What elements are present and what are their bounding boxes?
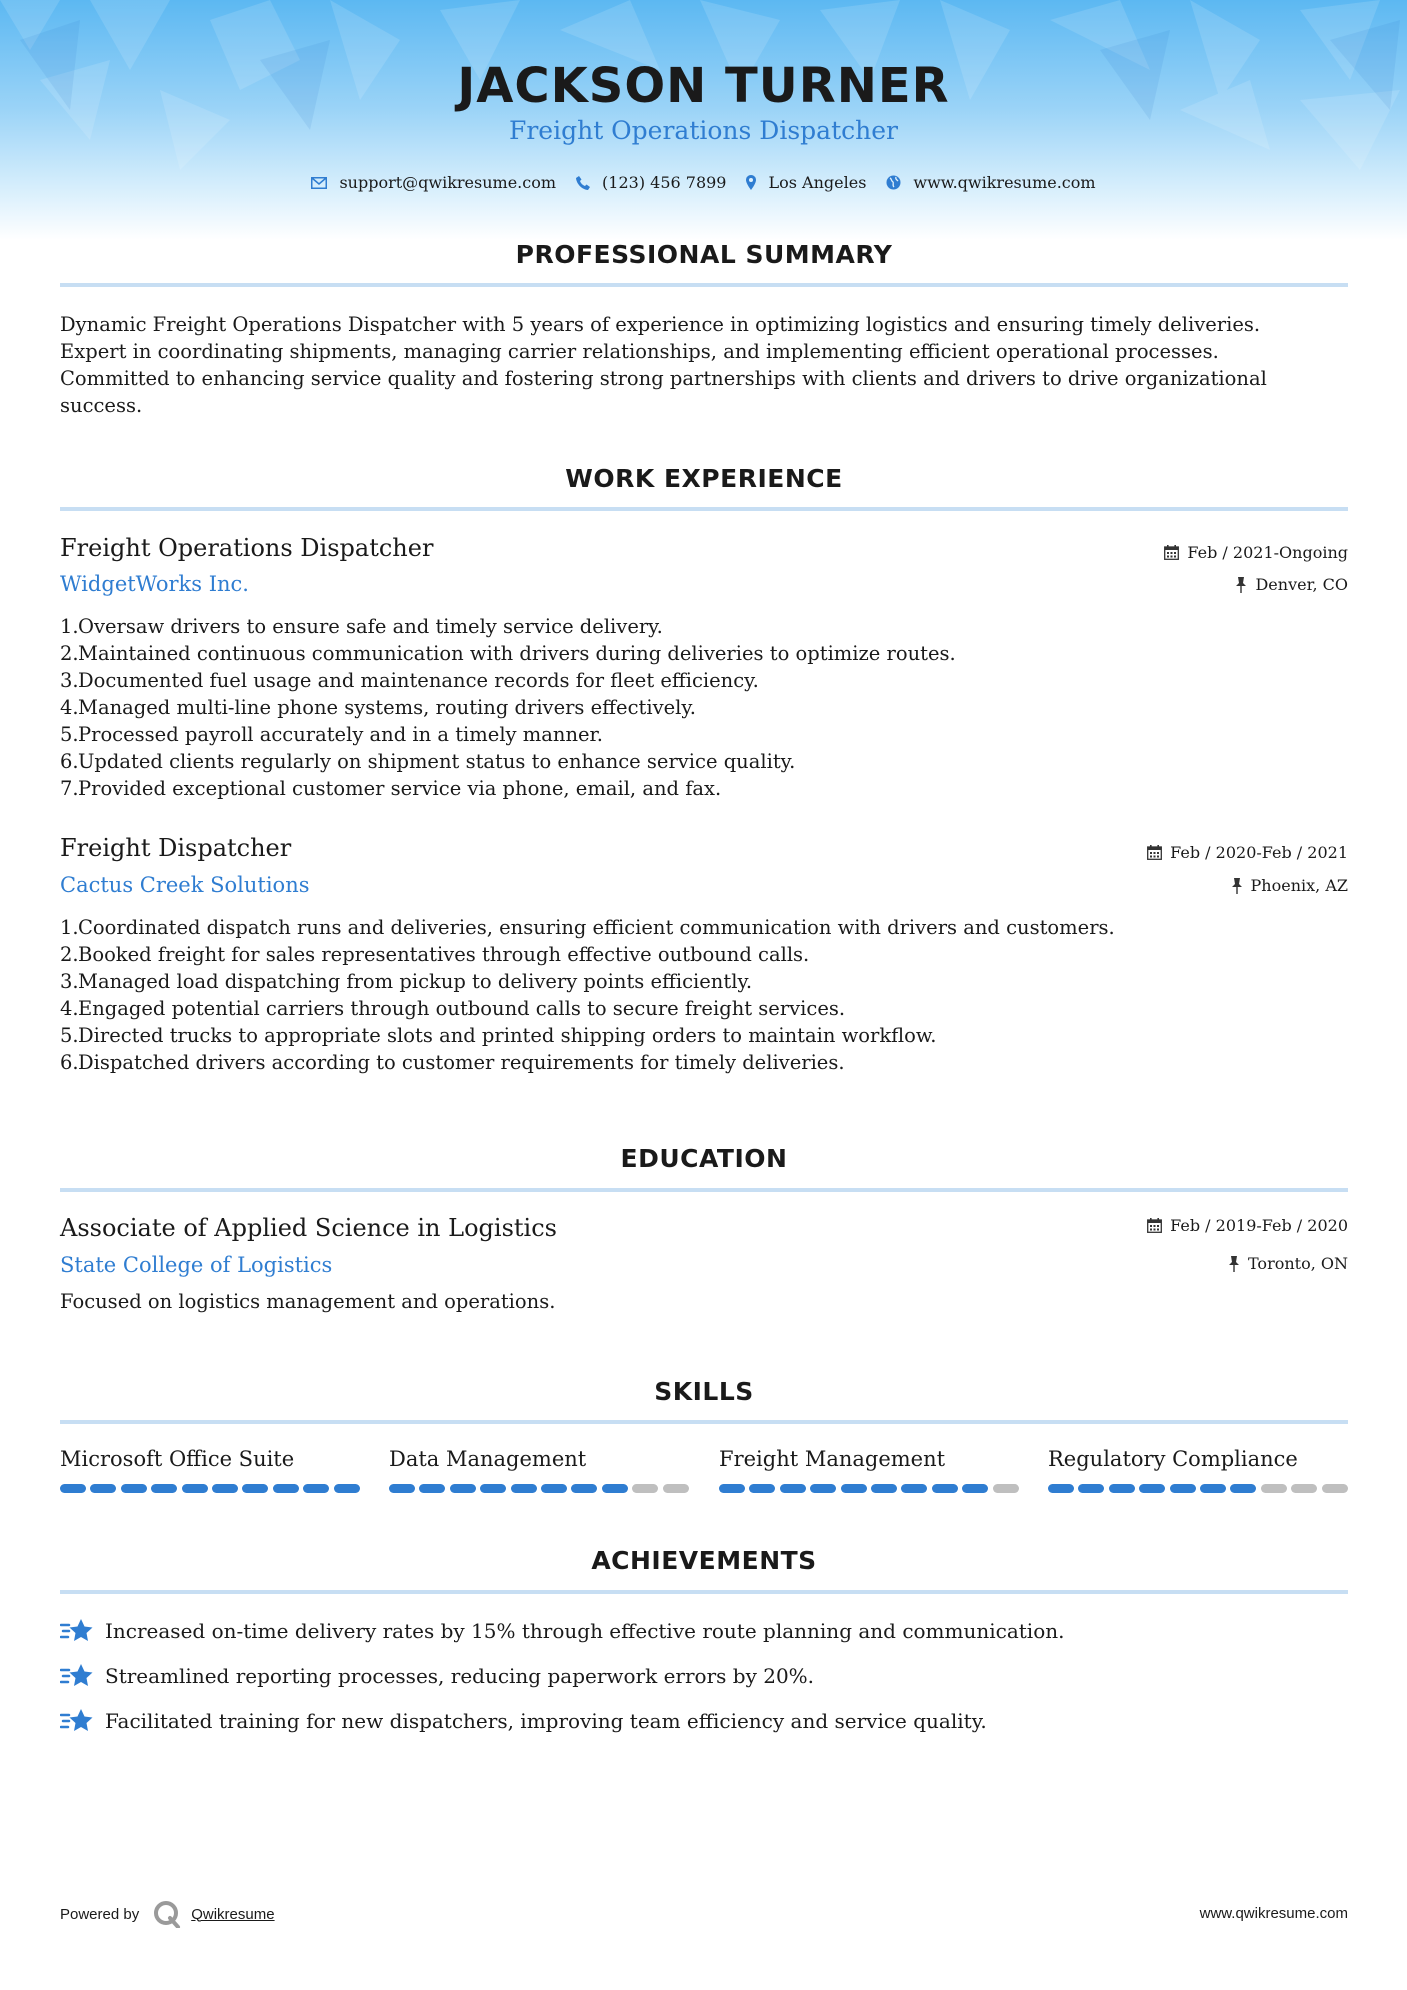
list-item: 3.Managed load dispatching from pickup to delivery points efficiently. xyxy=(60,970,753,993)
skill-segment-filled xyxy=(60,1484,86,1493)
skill-segment-filled xyxy=(1078,1484,1104,1493)
skill-segment-filled xyxy=(273,1484,299,1493)
education-dates xyxy=(1147,1216,1348,1235)
skill-item xyxy=(60,1447,360,1471)
job-dates xyxy=(1147,843,1348,862)
skill-segment-filled xyxy=(1200,1484,1226,1493)
map-marker-icon xyxy=(746,175,756,190)
star-icon xyxy=(60,1708,93,1734)
skill-segment-filled xyxy=(334,1484,360,1493)
summary-text xyxy=(60,311,1350,419)
section-divider xyxy=(60,1420,1348,1424)
section-title-experience: WORK EXPERIENCE xyxy=(565,464,843,493)
skill-segment-filled xyxy=(303,1484,329,1493)
job-dates xyxy=(1164,543,1348,562)
section-title-summary: PROFESSIONAL SUMMARY xyxy=(515,240,893,269)
achievement-item xyxy=(60,1663,814,1689)
skill-name: Regulatory Compliance xyxy=(1048,1447,1298,1471)
pin-icon xyxy=(1235,577,1247,593)
skill-segment-filled xyxy=(1230,1484,1256,1493)
footer-website[interactable]: www.qwikresume.com xyxy=(1199,1905,1348,1922)
envelope-icon xyxy=(311,177,327,189)
skill-item xyxy=(719,1447,1019,1471)
job-company: WidgetWorks Inc. xyxy=(60,572,249,596)
contact-phone-text: (123) 456 7899 xyxy=(602,173,727,192)
calendar-icon xyxy=(1147,845,1162,860)
candidate-role: Freight Operations Dispatcher xyxy=(509,116,898,145)
list-item: 4.Engaged potential carriers through outbound calls to secure freight services. xyxy=(60,997,846,1020)
education-dates-text: Feb / 2019-Feb / 2020 xyxy=(1170,1216,1348,1235)
section-divider xyxy=(60,1188,1348,1192)
brand-link[interactable]: Qwikresume xyxy=(191,1905,275,1923)
list-item: 2.Booked freight for sales representatives through effective outbound calls. xyxy=(60,943,810,966)
contact-location-text: Los Angeles xyxy=(768,173,867,192)
summary-line: Dynamic Freight Operations Dispatcher with 5 years of experience in optimizing logistics and ensuring timely deliveries. xyxy=(60,313,1261,336)
achievement-text: Increased on-time delivery rates by 15% through effective route planning and communication. xyxy=(105,1619,1065,1643)
skill-segment-filled xyxy=(571,1484,597,1493)
list-item: 7.Provided exceptional customer service via phone, email, and fax. xyxy=(60,777,722,800)
skill-segment-filled xyxy=(962,1484,988,1493)
globe-icon xyxy=(886,175,901,190)
skill-segment-filled xyxy=(121,1484,147,1493)
job-company: Cactus Creek Solutions xyxy=(60,873,310,897)
school-name: State College of Logistics xyxy=(60,1253,333,1277)
pin-icon xyxy=(1231,878,1243,894)
list-item: 5.Processed payroll accurately and in a timely manner. xyxy=(60,723,603,746)
education-description: Focused on logistics management and operations. xyxy=(60,1290,556,1313)
skill-segment-empty xyxy=(663,1484,689,1493)
contact-phone[interactable] xyxy=(576,173,726,192)
skill-item xyxy=(1048,1447,1348,1471)
section-title-achievements: ACHIEVEMENTS xyxy=(591,1546,817,1575)
calendar-icon xyxy=(1147,1218,1162,1233)
skill-segment-filled xyxy=(1109,1484,1135,1493)
contact-location xyxy=(746,173,866,192)
job-bullets xyxy=(60,613,1350,802)
job-location-text: Phoenix, AZ xyxy=(1250,876,1348,895)
skill-segment-filled xyxy=(480,1484,506,1493)
list-item: 4.Managed multi-line phone systems, routing drivers effectively. xyxy=(60,696,696,719)
calendar-icon xyxy=(1164,545,1179,560)
skill-item xyxy=(389,1447,689,1471)
skill-segment-filled xyxy=(871,1484,897,1493)
achievement-text: Facilitated training for new dispatchers, improving team efficiency and service quality. xyxy=(105,1709,987,1733)
education-location-text: Toronto, ON xyxy=(1248,1254,1348,1273)
skill-name: Data Management xyxy=(389,1447,587,1471)
job-location xyxy=(1235,575,1348,594)
job-location-text: Denver, CO xyxy=(1255,575,1348,594)
achievement-text: Streamlined reporting processes, reducing paperwork errors by 20%. xyxy=(105,1664,815,1688)
skill-level-bar xyxy=(389,1484,689,1494)
list-item: 3.Documented fuel usage and maintenance records for fleet efficiency. xyxy=(60,669,759,692)
summary-line: Expert in coordinating shipments, managing carrier relationships, and implementing efficient operational processes. xyxy=(60,340,1219,363)
list-item: 1.Coordinated dispatch runs and deliveries, ensuring efficient communication with drivers and customers. xyxy=(60,916,1115,939)
star-icon xyxy=(60,1618,93,1644)
skill-segment-empty xyxy=(1322,1484,1348,1493)
job-location xyxy=(1231,876,1348,895)
achievement-item xyxy=(60,1708,987,1734)
phone-icon xyxy=(576,176,590,190)
skill-segment-filled xyxy=(1139,1484,1165,1493)
skill-name: Freight Management xyxy=(719,1447,946,1471)
skill-segment-empty xyxy=(632,1484,658,1493)
skill-segment-filled xyxy=(151,1484,177,1493)
list-item: 6.Dispatched drivers according to customer requirements for timely deliveries. xyxy=(60,1051,845,1074)
summary-line: success. xyxy=(60,394,143,417)
skill-segment-filled xyxy=(242,1484,268,1493)
skill-segment-filled xyxy=(932,1484,958,1493)
list-item: 2.Maintained continuous communication with drivers during deliveries to optimize routes. xyxy=(60,642,956,665)
contact-email[interactable] xyxy=(311,173,556,192)
job-bullets xyxy=(60,914,1350,1076)
skill-segment-filled xyxy=(810,1484,836,1493)
skill-segment-filled xyxy=(450,1484,476,1493)
skill-segment-filled xyxy=(719,1484,745,1493)
skill-name: Microsoft Office Suite xyxy=(60,1447,295,1471)
skill-level-bar xyxy=(719,1484,1019,1494)
pin-icon xyxy=(1228,1256,1240,1272)
list-item: 1.Oversaw drivers to ensure safe and timely service delivery. xyxy=(60,615,663,638)
skill-segment-filled xyxy=(511,1484,537,1493)
contact-website[interactable] xyxy=(886,173,1095,192)
skill-segment-empty xyxy=(1261,1484,1287,1493)
job-dates-text: Feb / 2020-Feb / 2021 xyxy=(1170,843,1348,862)
list-item: 5.Directed trucks to appropriate slots and printed shipping orders to maintain workflow. xyxy=(60,1024,937,1047)
skill-segment-filled xyxy=(1170,1484,1196,1493)
job-dates-text: Feb / 2021-Ongoing xyxy=(1187,543,1348,562)
skill-segment-filled xyxy=(541,1484,567,1493)
skill-segment-filled xyxy=(602,1484,628,1493)
header-banner xyxy=(0,0,1407,240)
skill-level-bar xyxy=(1048,1484,1348,1494)
section-divider xyxy=(60,507,1348,511)
candidate-name: JACKSON TURNER xyxy=(457,58,950,114)
skill-segment-filled xyxy=(841,1484,867,1493)
skill-segment-filled xyxy=(212,1484,238,1493)
skill-segment-filled xyxy=(419,1484,445,1493)
skill-segment-filled xyxy=(901,1484,927,1493)
skill-segment-empty xyxy=(993,1484,1019,1493)
achievement-item xyxy=(60,1618,1064,1644)
job-title: Freight Dispatcher xyxy=(60,834,292,862)
job-title: Freight Operations Dispatcher xyxy=(60,534,434,562)
powered-by-label: Powered by xyxy=(60,1905,140,1923)
skill-segment-filled xyxy=(90,1484,116,1493)
skill-segment-empty xyxy=(1291,1484,1317,1493)
contact-website-text: www.qwikresume.com xyxy=(913,173,1096,192)
list-item: 6.Updated clients regularly on shipment status to enhance service quality. xyxy=(60,750,796,773)
contact-bar xyxy=(0,173,1407,192)
section-title-skills: SKILLS xyxy=(654,1377,754,1406)
section-title-education: EDUCATION xyxy=(620,1144,788,1173)
section-divider xyxy=(60,1590,1348,1594)
contact-email-text: support@qwikresume.com xyxy=(339,173,557,192)
skill-segment-filled xyxy=(1048,1484,1074,1493)
qwikresume-logo-icon xyxy=(153,1900,181,1928)
summary-line: Committed to enhancing service quality and fostering strong partnerships with clients and drivers to drive organizational xyxy=(60,367,1267,390)
skill-segment-filled xyxy=(749,1484,775,1493)
skill-level-bar xyxy=(60,1484,360,1494)
degree-title: Associate of Applied Science in Logistics xyxy=(60,1214,557,1242)
education-location xyxy=(1228,1254,1348,1273)
skill-segment-filled xyxy=(780,1484,806,1493)
star-icon xyxy=(60,1663,93,1689)
skill-segment-filled xyxy=(389,1484,415,1493)
footer-powered-by xyxy=(60,1900,275,1928)
section-divider xyxy=(60,283,1348,287)
skill-segment-filled xyxy=(182,1484,208,1493)
